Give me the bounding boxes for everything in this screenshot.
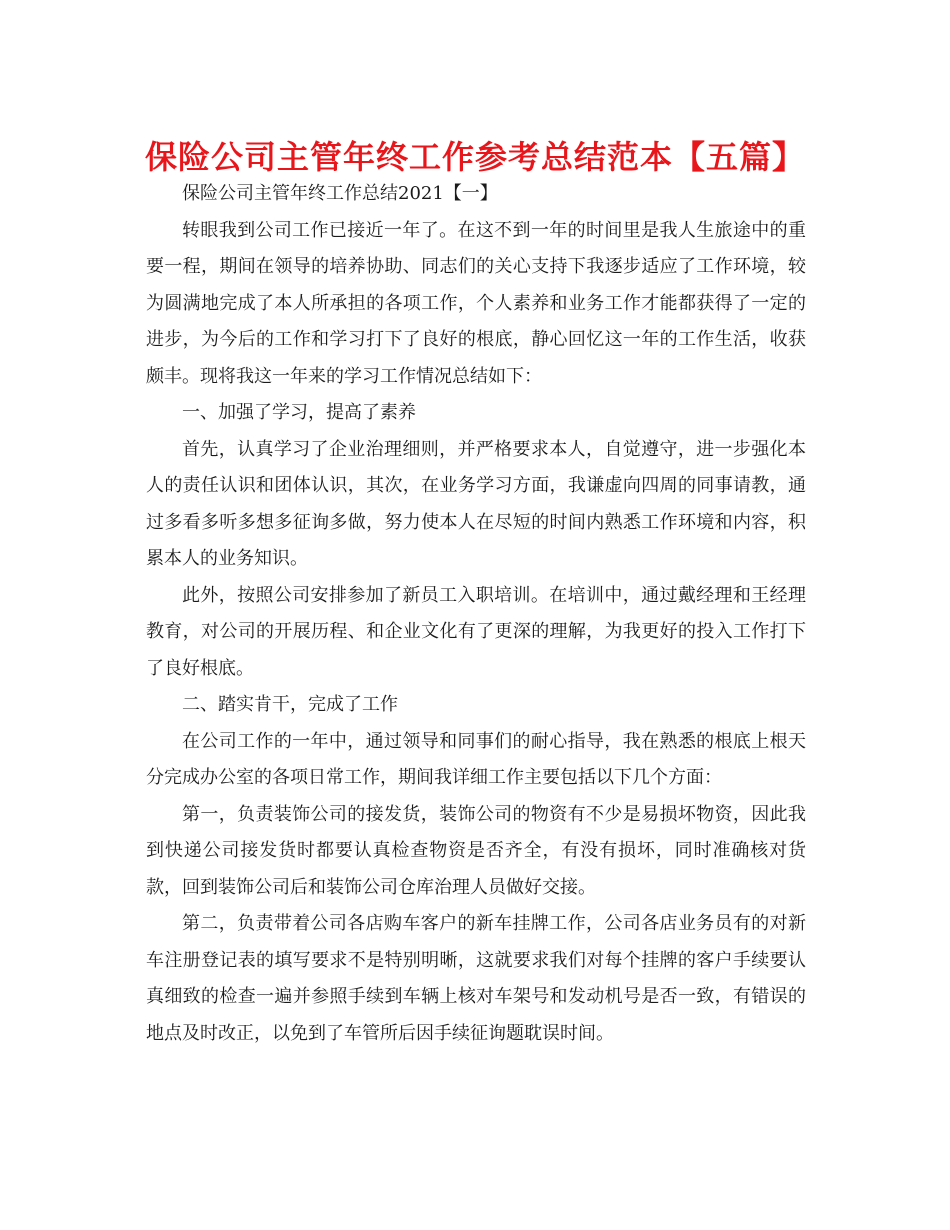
subsection-heading: 二、踏实肯干，完成了工作 xyxy=(182,694,398,715)
subsection-heading: 一、加强了学习，提高了素养 xyxy=(182,402,416,423)
section-heading: 保险公司主管年终工作总结2021【一】 xyxy=(182,183,498,204)
document-title: 保险公司主管年终工作参考总结范本【五篇】 xyxy=(144,138,805,176)
body-paragraph: 转眼我到公司工作已接近一年了。在这不到一年的时间里是我人生旅途中的重要一程，期间在领导的培养协助、同志们的关心支持下我逐步适应了工作环境，较为圆满地完成了本人所承担的各项工作，个人素养和业务工作才能都获得了一定的进步，为今后的工作和学习打下了良好的根底，静心回忆这一年的工作生活，收获颇丰。现将我这一年来的学习工作情况总结如下： xyxy=(146,219,806,387)
body-paragraph: 在公司工作的一年中，通过领导和同事们的耐心指导，我在熟悉的根底上根天分完成办公室的各项日常工作，期间我详细工作主要包括以下几个方面： xyxy=(146,730,806,788)
body-paragraph: 第二，负责带着公司各店购车客户的新车挂牌工作，公司各店业务员有的对新车注册登记表的填写要求不是特别明晰，这就要求我们对每个挂牌的客户手续要认真细致的检查一遍并参照手续到车辆上核对车架号和发动机号是否一致，有错误的地点及时改正，以免到了车管所后因手续征询题耽误时间。 xyxy=(146,913,806,1044)
body-paragraph: 第一，负责装饰公司的接发货，装饰公司的物资有不少是易损坏物资，因此我到快递公司接发货时都要认真检查物资是否齐全，有没有损坏，同时准确核对货款，回到装饰公司后和装饰公司仓库治理人员做好交接。 xyxy=(146,803,806,898)
body-paragraph: 首先，认真学习了企业治理细则，并严格要求本人，自觉遵守，进一步强化本人的责任认识和团体认识，其次，在业务学习方面，我谦虚向四周的同事请教，通过多看多听多想多征询多做，努力使本人在尽短的时间内熟悉工作环境和内容，积累本人的业务知识。 xyxy=(146,438,806,569)
body-paragraph: 此外，按照公司安排参加了新员工入职培训。在培训中，通过戴经理和王经理教育，对公司的开展历程、和企业文化有了更深的理解，为我更好的投入工作打下了良好根底。 xyxy=(146,584,806,679)
document-body xyxy=(146,176,806,1052)
